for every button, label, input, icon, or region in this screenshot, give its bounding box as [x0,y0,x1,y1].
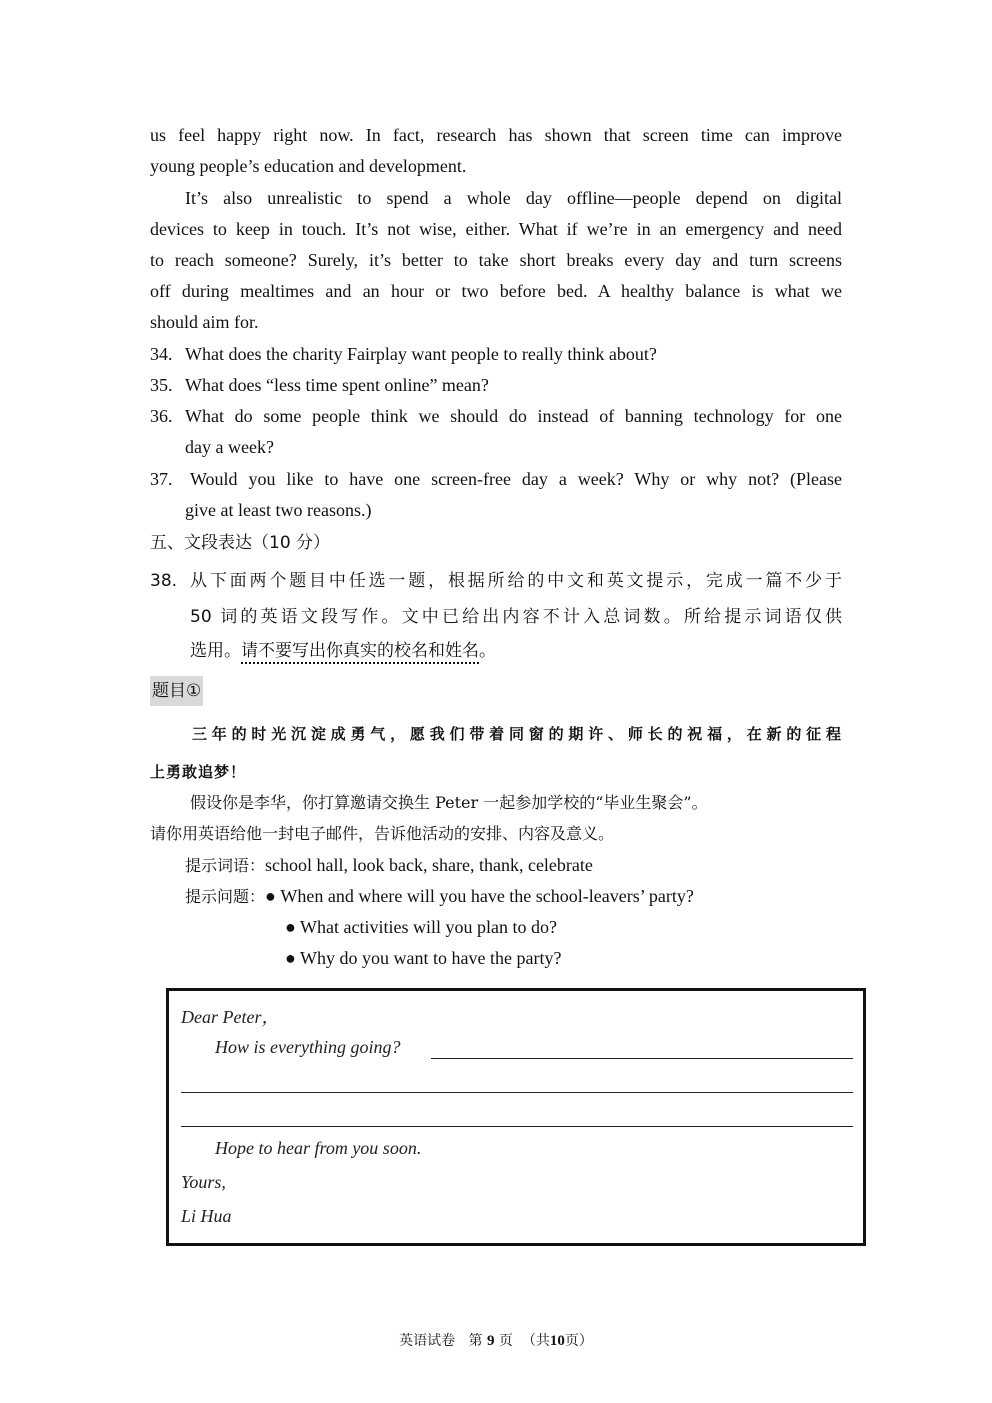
emphasis-text: 请不要写出你真实的校名和姓名 [241,641,479,661]
footer-page-number: 9 [486,1333,495,1349]
hint-question: ● Why do you want to have the party? [285,948,562,968]
question-text-continued: day a week? [185,437,274,457]
passage-line: devices to keep in touch. It’s not wise, either. What if we’re in an emergency and need [150,219,842,239]
instruction-text: 。 [479,641,496,661]
question-number: 35. [150,375,173,395]
question-text: What do some people think we should do instead of banning technology for one [185,406,842,426]
passage-line: young people’s education and development. [150,156,467,176]
letter-closing: Hope to hear from you soon. [215,1138,422,1158]
instruction-line: 从下面两个题目中任选一题，根据所给的中文和英文提示，完成一篇不少于 [190,571,842,591]
writing-line[interactable] [181,1092,853,1093]
letter-greeting: Dear Peter， [181,1007,280,1027]
answer-box [166,988,866,1246]
intro-line: 请你用英语给他一封电子邮件，告诉他活动的安排、内容及意义。 [150,824,615,843]
question-number: 38. [150,571,178,591]
question-number: 34. [150,344,173,364]
question-text: What does the charity Fairplay want people to really think about? [185,344,657,364]
hint-questions-label: 提示问题： [185,887,266,906]
instruction-line [190,634,847,668]
passage-line: should aim for. [150,312,259,332]
passage-line: off during mealtimes and an hour or two before bed. A healthy balance is what we [150,281,842,301]
motto-line: 上勇敢追梦！ [150,763,247,781]
letter-opening: How is everything going? [215,1037,401,1057]
letter-signature: Li Hua [181,1206,232,1226]
question-text: Would you like to have one screen-free day a week? Why or why not? (Please [190,469,842,489]
section-heading: 五、文段表达（10 分） [150,533,331,553]
hint-words-label: 提示词语： [185,856,266,875]
hint-question: ● What activities will you plan to do? [285,917,557,937]
question-number: 37. [150,469,173,489]
instruction-line: 50 词的英语文段写作。文中已给出内容不计入总词数。所给提示词语仅供 [190,607,842,627]
letter-signoff: Yours, [181,1172,226,1192]
footer-subject: 英语试卷 [399,1333,456,1349]
writing-line[interactable] [181,1126,853,1127]
passage-line: us feel happy right now. In fact, research has shown that screen time can improve [150,125,842,145]
hint-questions-row [185,881,877,912]
footer-total-pages: 10 [549,1333,565,1349]
passage-line: to reach someone? Surely, it’s better to take short breaks every day and turn screens [150,250,842,270]
question-text-continued: give at least two reasons.) [185,500,372,520]
question-text: What does “less time spent online” mean? [185,375,489,395]
passage-line: It’s also unrealistic to spend a whole day offline—people depend on digital [185,188,842,208]
topic-tag: 题目① [150,676,203,706]
footer-total-close: 页） [564,1333,593,1349]
motto-line: 三年的时光沉淀成勇气，愿我们带着同窗的期许、师长的祝福，在新的征程 [192,725,842,743]
hint-words-row [185,850,877,881]
footer-page-prefix: 第 [468,1333,483,1349]
instruction-text: 选用。 [190,641,241,661]
writing-line[interactable] [431,1058,853,1059]
page-footer [0,1330,992,1350]
hint-words: school hall, look back, share, thank, celebrate [265,855,593,875]
footer-total-open: （共 [521,1333,550,1349]
intro-line: 假设你是李华，你打算邀请交换生 Peter 一起参加学校的“毕业生聚会”。 [190,793,708,812]
question-number: 36. [150,406,173,426]
hint-question: ● When and where will you have the school-leavers’ party? [265,886,694,906]
footer-page-suffix: 页 [498,1333,513,1349]
